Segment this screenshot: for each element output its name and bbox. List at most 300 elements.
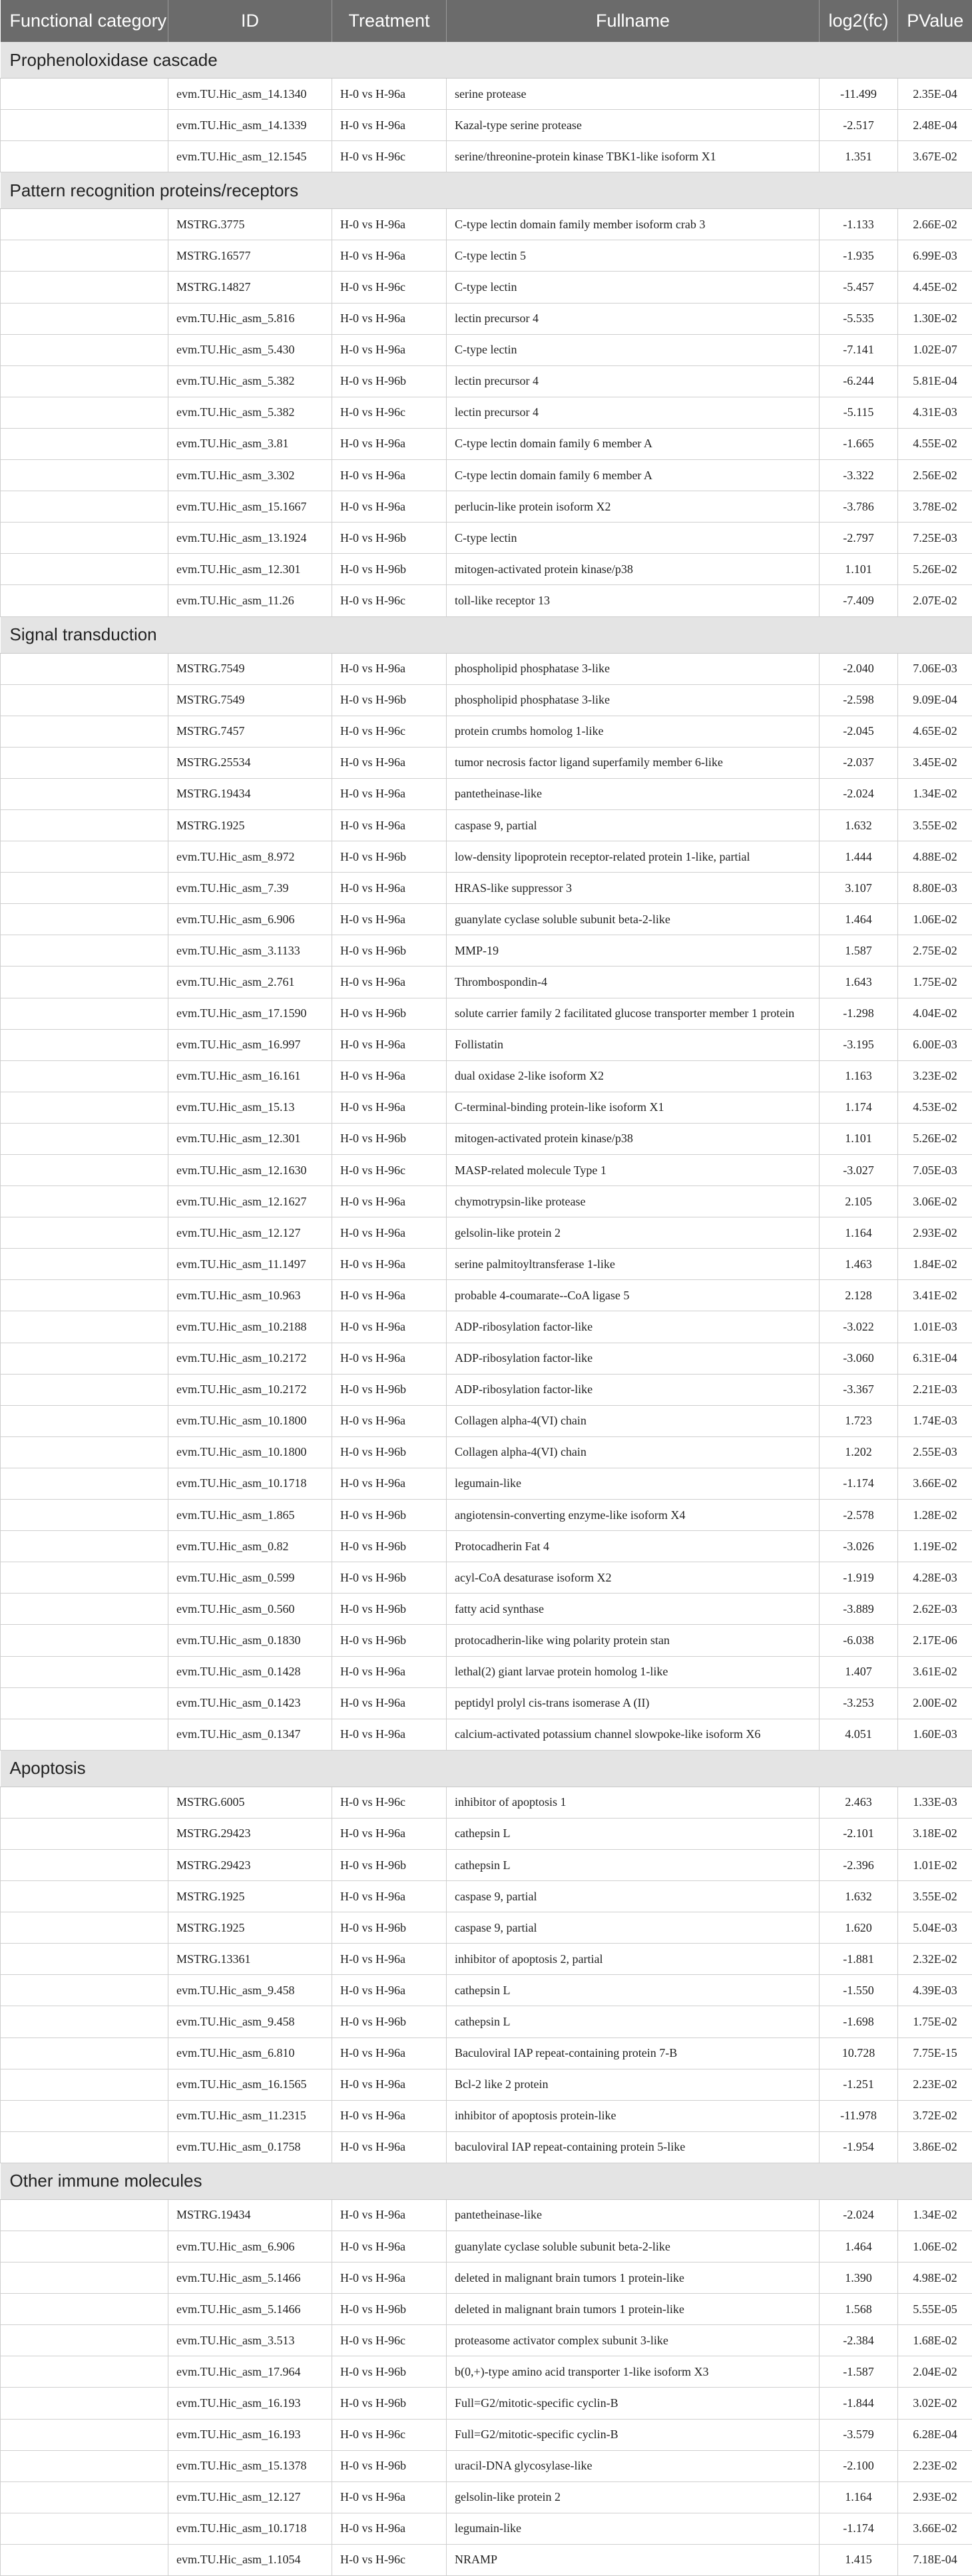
treatment-cell: H-0 vs H-96a: [332, 334, 447, 365]
fullname-cell: ADP-ribosylation factor-like: [447, 1343, 820, 1374]
treatment-cell: H-0 vs H-96c: [332, 272, 447, 303]
table-row: [1, 904, 972, 935]
log2fc-cell: 1.101: [820, 554, 898, 585]
fullname-cell: deleted in malignant brain tumors 1 protein-like: [447, 2262, 820, 2294]
id-cell: evm.TU.Hic_asm_2.761: [168, 966, 332, 998]
log2fc-cell: 10.728: [820, 2038, 898, 2069]
id-cell: evm.TU.Hic_asm_5.430: [168, 334, 332, 365]
category-label: Other immune molecules: [1, 2163, 972, 2199]
fullname-cell: cathepsin L: [447, 1849, 820, 1880]
fullname-cell: gelsolin-like protein 2: [447, 2481, 820, 2513]
log2fc-cell: -6.038: [820, 1625, 898, 1656]
treatment-cell: H-0 vs H-96a: [332, 1186, 447, 1217]
fullname-cell: probable 4-coumarate--CoA ligase 5: [447, 1280, 820, 1311]
fullname-cell: Thrombospondin-4: [447, 966, 820, 998]
id-cell: evm.TU.Hic_asm_5.1466: [168, 2262, 332, 2294]
log2fc-cell: -1.298: [820, 998, 898, 1029]
category-cell: [1, 2262, 168, 2294]
id-cell: evm.TU.Hic_asm_8.972: [168, 841, 332, 873]
fullname-cell: C-type lectin domain family 6 member A: [447, 460, 820, 491]
id-cell: evm.TU.Hic_asm_0.599: [168, 1562, 332, 1594]
id-cell: evm.TU.Hic_asm_0.1347: [168, 1719, 332, 1750]
log2fc-cell: -2.045: [820, 716, 898, 747]
table-row: [1, 1029, 972, 1060]
treatment-cell: H-0 vs H-96b: [332, 1123, 447, 1154]
table-row: [1, 1500, 972, 1531]
id-cell: evm.TU.Hic_asm_10.1718: [168, 2513, 332, 2544]
category-cell: [1, 585, 168, 616]
table-row: [1, 2131, 972, 2163]
table-row: [1, 2325, 972, 2356]
pvalue-cell: 1.75E-02: [898, 2006, 972, 2038]
id-cell: MSTRG.1925: [168, 809, 332, 841]
table-body: [1, 42, 972, 2576]
fullname-cell: phospholipid phosphatase 3-like: [447, 653, 820, 684]
table-row: [1, 272, 972, 303]
id-cell: evm.TU.Hic_asm_16.1565: [168, 2069, 332, 2100]
log2fc-cell: -3.367: [820, 1374, 898, 1405]
id-cell: evm.TU.Hic_asm_14.1340: [168, 79, 332, 110]
id-cell: MSTRG.16577: [168, 240, 332, 272]
table-header: [1, 0, 972, 42]
category-cell: [1, 841, 168, 873]
category-cell: [1, 1249, 168, 1280]
table-row: [1, 585, 972, 616]
treatment-cell: H-0 vs H-96a: [332, 1405, 447, 1436]
id-cell: evm.TU.Hic_asm_0.1428: [168, 1656, 332, 1687]
pvalue-cell: 1.75E-02: [898, 966, 972, 998]
pvalue-cell: 4.65E-02: [898, 716, 972, 747]
category-cell: [1, 1500, 168, 1531]
pvalue-cell: 2.62E-03: [898, 1594, 972, 1625]
treatment-cell: H-0 vs H-96b: [332, 1912, 447, 1944]
log2fc-cell: 1.407: [820, 1656, 898, 1687]
pvalue-cell: 5.55E-05: [898, 2294, 972, 2325]
table-row: [1, 778, 972, 809]
pvalue-cell: 6.99E-03: [898, 240, 972, 272]
fullname-cell: cathepsin L: [447, 1818, 820, 1849]
table-row: [1, 966, 972, 998]
category-cell: [1, 209, 168, 240]
log2fc-cell: -1.251: [820, 2069, 898, 2100]
category-cell: [1, 1656, 168, 1687]
id-cell: evm.TU.Hic_asm_6.906: [168, 904, 332, 935]
log2fc-cell: 1.444: [820, 841, 898, 873]
category-row: [1, 2163, 972, 2199]
table-row: [1, 684, 972, 716]
fullname-cell: C-type lectin domain family member isoform crab 3: [447, 209, 820, 240]
table-row: [1, 1562, 972, 1594]
category-cell: [1, 1405, 168, 1436]
treatment-cell: H-0 vs H-96a: [332, 1944, 447, 1975]
log2fc-cell: -2.040: [820, 653, 898, 684]
fullname-cell: Collagen alpha-4(VI) chain: [447, 1405, 820, 1436]
pvalue-cell: 7.75E-15: [898, 2038, 972, 2069]
category-cell: [1, 1186, 168, 1217]
table-row: [1, 1186, 972, 1217]
table-row: [1, 653, 972, 684]
category-cell: [1, 2294, 168, 2325]
table-row: [1, 2100, 972, 2131]
fullname-cell: C-type lectin: [447, 334, 820, 365]
log2fc-cell: -7.409: [820, 585, 898, 616]
log2fc-cell: 1.163: [820, 1060, 898, 1092]
treatment-cell: H-0 vs H-96c: [332, 397, 447, 428]
category-cell: [1, 2513, 168, 2544]
id-cell: evm.TU.Hic_asm_17.964: [168, 2356, 332, 2388]
pvalue-cell: 4.98E-02: [898, 2262, 972, 2294]
treatment-cell: H-0 vs H-96a: [332, 1975, 447, 2006]
table-row: [1, 2481, 972, 2513]
header-fullname: Fullname: [447, 0, 820, 42]
fullname-cell: uracil-DNA glycosylase-like: [447, 2450, 820, 2481]
id-cell: MSTRG.3775: [168, 209, 332, 240]
log2fc-cell: 1.723: [820, 1405, 898, 1436]
log2fc-cell: 1.464: [820, 2231, 898, 2262]
category-cell: [1, 904, 168, 935]
category-cell: [1, 303, 168, 334]
pvalue-cell: 1.06E-02: [898, 904, 972, 935]
fullname-cell: guanylate cyclase soluble subunit beta-2-like: [447, 904, 820, 935]
id-cell: MSTRG.1925: [168, 1912, 332, 1944]
id-cell: evm.TU.Hic_asm_12.1545: [168, 141, 332, 172]
log2fc-cell: -2.384: [820, 2325, 898, 2356]
category-cell: [1, 1280, 168, 1311]
treatment-cell: H-0 vs H-96a: [332, 1656, 447, 1687]
treatment-cell: H-0 vs H-96a: [332, 303, 447, 334]
category-cell: [1, 1818, 168, 1849]
fullname-cell: lectin precursor 4: [447, 365, 820, 397]
category-cell: [1, 2481, 168, 2513]
table-row: [1, 110, 972, 141]
table-row: [1, 1374, 972, 1405]
id-cell: evm.TU.Hic_asm_3.1133: [168, 935, 332, 966]
pvalue-cell: 7.25E-03: [898, 523, 972, 554]
id-cell: evm.TU.Hic_asm_1.1054: [168, 2544, 332, 2575]
pvalue-cell: 4.28E-03: [898, 1562, 972, 1594]
id-cell: evm.TU.Hic_asm_11.26: [168, 585, 332, 616]
id-cell: evm.TU.Hic_asm_10.1800: [168, 1436, 332, 1468]
log2fc-cell: -2.517: [820, 110, 898, 141]
fullname-cell: pantetheinase-like: [447, 778, 820, 809]
table-row: [1, 2262, 972, 2294]
fullname-cell: ADP-ribosylation factor-like: [447, 1311, 820, 1343]
table-row: [1, 2038, 972, 2069]
treatment-cell: H-0 vs H-96c: [332, 1155, 447, 1186]
table-row: [1, 2069, 972, 2100]
log2fc-cell: 2.105: [820, 1186, 898, 1217]
id-cell: evm.TU.Hic_asm_0.82: [168, 1531, 332, 1562]
fullname-cell: lectin precursor 4: [447, 397, 820, 428]
pvalue-cell: 6.31E-04: [898, 1343, 972, 1374]
table-row: [1, 1217, 972, 1249]
table-row: [1, 397, 972, 428]
fullname-cell: caspase 9, partial: [447, 1912, 820, 1944]
id-cell: evm.TU.Hic_asm_5.382: [168, 397, 332, 428]
treatment-cell: H-0 vs H-96a: [332, 209, 447, 240]
treatment-cell: H-0 vs H-96c: [332, 1787, 447, 1818]
id-cell: MSTRG.1925: [168, 1881, 332, 1912]
header-log2fc: log2(fc): [820, 0, 898, 42]
category-cell: [1, 1787, 168, 1818]
category-cell: [1, 2388, 168, 2419]
pvalue-cell: 6.28E-04: [898, 2419, 972, 2450]
id-cell: evm.TU.Hic_asm_10.2172: [168, 1374, 332, 1405]
fullname-cell: caspase 9, partial: [447, 809, 820, 841]
category-cell: [1, 428, 168, 459]
pvalue-cell: 1.01E-02: [898, 1849, 972, 1880]
id-cell: MSTRG.7549: [168, 684, 332, 716]
log2fc-cell: -1.587: [820, 2356, 898, 2388]
category-cell: [1, 2356, 168, 2388]
treatment-cell: H-0 vs H-96b: [332, 523, 447, 554]
pvalue-cell: 4.31E-03: [898, 397, 972, 428]
pvalue-cell: 6.00E-03: [898, 1029, 972, 1060]
category-cell: [1, 1343, 168, 1374]
category-cell: [1, 1944, 168, 1975]
category-cell: [1, 1029, 168, 1060]
category-cell: [1, 2100, 168, 2131]
id-cell: evm.TU.Hic_asm_10.2188: [168, 1311, 332, 1343]
log2fc-cell: -2.598: [820, 684, 898, 716]
category-cell: [1, 1374, 168, 1405]
fullname-cell: C-type lectin 5: [447, 240, 820, 272]
log2fc-cell: -3.022: [820, 1311, 898, 1343]
log2fc-cell: -1.919: [820, 1562, 898, 1594]
id-cell: evm.TU.Hic_asm_12.1627: [168, 1186, 332, 1217]
treatment-cell: H-0 vs H-96c: [332, 585, 447, 616]
treatment-cell: H-0 vs H-96a: [332, 873, 447, 904]
category-cell: [1, 2544, 168, 2575]
table-row: [1, 460, 972, 491]
table-row: [1, 1625, 972, 1656]
table-row: [1, 209, 972, 240]
fullname-cell: C-type lectin: [447, 523, 820, 554]
fullname-cell: Collagen alpha-4(VI) chain: [447, 1436, 820, 1468]
table-row: [1, 873, 972, 904]
pvalue-cell: 3.23E-02: [898, 1060, 972, 1092]
table-row: [1, 1060, 972, 1092]
fullname-cell: Full=G2/mitotic-specific cyclin-B: [447, 2419, 820, 2450]
pvalue-cell: 2.56E-02: [898, 460, 972, 491]
id-cell: evm.TU.Hic_asm_0.1830: [168, 1625, 332, 1656]
fullname-cell: lectin precursor 4: [447, 303, 820, 334]
id-cell: evm.TU.Hic_asm_12.127: [168, 2481, 332, 2513]
category-cell: [1, 1562, 168, 1594]
treatment-cell: H-0 vs H-96b: [332, 2294, 447, 2325]
log2fc-cell: -3.786: [820, 491, 898, 523]
category-cell: [1, 1468, 168, 1499]
fullname-cell: toll-like receptor 13: [447, 585, 820, 616]
pvalue-cell: 9.09E-04: [898, 684, 972, 716]
treatment-cell: H-0 vs H-96a: [332, 79, 447, 110]
fullname-cell: serine protease: [447, 79, 820, 110]
table-row: [1, 2513, 972, 2544]
id-cell: evm.TU.Hic_asm_12.127: [168, 1217, 332, 1249]
treatment-cell: H-0 vs H-96b: [332, 2006, 447, 2038]
log2fc-cell: 1.568: [820, 2294, 898, 2325]
pvalue-cell: 1.60E-03: [898, 1719, 972, 1750]
table-row: [1, 1687, 972, 1719]
pvalue-cell: 3.45E-02: [898, 747, 972, 778]
treatment-cell: H-0 vs H-96a: [332, 1818, 447, 1849]
treatment-cell: H-0 vs H-96a: [332, 2199, 447, 2231]
table-row: [1, 1092, 972, 1123]
pvalue-cell: 2.21E-03: [898, 1374, 972, 1405]
table-row: [1, 2450, 972, 2481]
pvalue-cell: 2.66E-02: [898, 209, 972, 240]
category-cell: [1, 809, 168, 841]
log2fc-cell: -1.133: [820, 209, 898, 240]
pvalue-cell: 3.66E-02: [898, 2513, 972, 2544]
table-row: [1, 935, 972, 966]
category-cell: [1, 1594, 168, 1625]
category-cell: [1, 1849, 168, 1880]
fullname-cell: C-terminal-binding protein-like isoform X1: [447, 1092, 820, 1123]
treatment-cell: H-0 vs H-96b: [332, 554, 447, 585]
pvalue-cell: 2.55E-03: [898, 1436, 972, 1468]
category-cell: [1, 79, 168, 110]
id-cell: evm.TU.Hic_asm_5.382: [168, 365, 332, 397]
id-cell: evm.TU.Hic_asm_7.39: [168, 873, 332, 904]
log2fc-cell: -11.499: [820, 79, 898, 110]
table-row: [1, 1405, 972, 1436]
category-row: [1, 616, 972, 653]
fullname-cell: Baculoviral IAP repeat-containing protein 7-B: [447, 2038, 820, 2069]
id-cell: evm.TU.Hic_asm_10.1718: [168, 1468, 332, 1499]
id-cell: MSTRG.29423: [168, 1849, 332, 1880]
category-cell: [1, 397, 168, 428]
treatment-cell: H-0 vs H-96b: [332, 1849, 447, 1880]
id-cell: evm.TU.Hic_asm_14.1339: [168, 110, 332, 141]
pvalue-cell: 2.23E-02: [898, 2069, 972, 2100]
fullname-cell: MASP-related molecule Type 1: [447, 1155, 820, 1186]
log2fc-cell: -2.037: [820, 747, 898, 778]
log2fc-cell: 1.164: [820, 1217, 898, 1249]
table-row: [1, 2419, 972, 2450]
treatment-cell: H-0 vs H-96a: [332, 653, 447, 684]
fullname-cell: dual oxidase 2-like isoform X2: [447, 1060, 820, 1092]
table-row: [1, 240, 972, 272]
header-row: [1, 0, 972, 42]
fullname-cell: C-type lectin domain family 6 member A: [447, 428, 820, 459]
category-label: Prophenoloxidase cascade: [1, 42, 972, 79]
treatment-cell: H-0 vs H-96a: [332, 1280, 447, 1311]
category-cell: [1, 240, 168, 272]
fullname-cell: Kazal-type serine protease: [447, 110, 820, 141]
fullname-cell: fatty acid synthase: [447, 1594, 820, 1625]
fullname-cell: C-type lectin: [447, 272, 820, 303]
pvalue-cell: 2.75E-02: [898, 935, 972, 966]
table-row: [1, 2231, 972, 2262]
fullname-cell: mitogen-activated protein kinase/p38: [447, 554, 820, 585]
fullname-cell: calcium-activated potassium channel slowpoke-like isoform X6: [447, 1719, 820, 1750]
category-row: [1, 172, 972, 209]
id-cell: evm.TU.Hic_asm_1.865: [168, 1500, 332, 1531]
category-cell: [1, 2419, 168, 2450]
pvalue-cell: 5.26E-02: [898, 1123, 972, 1154]
pvalue-cell: 4.53E-02: [898, 1092, 972, 1123]
fullname-cell: Bcl-2 like 2 protein: [447, 2069, 820, 2100]
log2fc-cell: 1.390: [820, 2262, 898, 2294]
table-row: [1, 1787, 972, 1818]
pvalue-cell: 1.19E-02: [898, 1531, 972, 1562]
treatment-cell: H-0 vs H-96a: [332, 778, 447, 809]
treatment-cell: H-0 vs H-96a: [332, 1343, 447, 1374]
pvalue-cell: 1.68E-02: [898, 2325, 972, 2356]
category-cell: [1, 873, 168, 904]
treatment-cell: H-0 vs H-96a: [332, 1881, 447, 1912]
category-label: Apoptosis: [1, 1750, 972, 1787]
treatment-cell: H-0 vs H-96a: [332, 2038, 447, 2069]
header-pvalue: PValue: [898, 0, 972, 42]
treatment-cell: H-0 vs H-96b: [332, 935, 447, 966]
treatment-cell: H-0 vs H-96a: [332, 2513, 447, 2544]
table-row: [1, 79, 972, 110]
fullname-cell: caspase 9, partial: [447, 1881, 820, 1912]
treatment-cell: H-0 vs H-96b: [332, 684, 447, 716]
pvalue-cell: 1.06E-02: [898, 2231, 972, 2262]
table-row: [1, 747, 972, 778]
log2fc-cell: 1.101: [820, 1123, 898, 1154]
id-cell: evm.TU.Hic_asm_0.560: [168, 1594, 332, 1625]
log2fc-cell: 1.351: [820, 141, 898, 172]
fullname-cell: MMP-19: [447, 935, 820, 966]
pvalue-cell: 1.01E-03: [898, 1311, 972, 1343]
category-cell: [1, 1625, 168, 1656]
category-cell: [1, 141, 168, 172]
fullname-cell: b(0,+)-type amino acid transporter 1-like isoform X3: [447, 2356, 820, 2388]
treatment-cell: H-0 vs H-96b: [332, 1625, 447, 1656]
category-cell: [1, 1155, 168, 1186]
treatment-cell: H-0 vs H-96a: [332, 110, 447, 141]
log2fc-cell: -5.535: [820, 303, 898, 334]
log2fc-cell: 1.464: [820, 904, 898, 935]
table-row: [1, 303, 972, 334]
category-cell: [1, 460, 168, 491]
pvalue-cell: 3.41E-02: [898, 1280, 972, 1311]
treatment-cell: H-0 vs H-96b: [332, 1562, 447, 1594]
treatment-cell: H-0 vs H-96a: [332, 1687, 447, 1719]
table-row: [1, 998, 972, 1029]
treatment-cell: H-0 vs H-96b: [332, 1436, 447, 1468]
treatment-cell: H-0 vs H-96c: [332, 2325, 447, 2356]
fullname-cell: lethal(2) giant larvae protein homolog 1-like: [447, 1656, 820, 1687]
treatment-cell: H-0 vs H-96a: [332, 1311, 447, 1343]
fullname-cell: legumain-like: [447, 1468, 820, 1499]
category-cell: [1, 2231, 168, 2262]
log2fc-cell: -2.024: [820, 2199, 898, 2231]
treatment-cell: H-0 vs H-96a: [332, 1029, 447, 1060]
table-row: [1, 1719, 972, 1750]
table-row: [1, 334, 972, 365]
category-cell: [1, 2131, 168, 2163]
fullname-cell: gelsolin-like protein 2: [447, 1217, 820, 1249]
table-row: [1, 2356, 972, 2388]
pvalue-cell: 7.18E-04: [898, 2544, 972, 2575]
fullname-cell: phospholipid phosphatase 3-like: [447, 684, 820, 716]
fullname-cell: protocadherin-like wing polarity protein stan: [447, 1625, 820, 1656]
fullname-cell: HRAS-like suppressor 3: [447, 873, 820, 904]
pvalue-cell: 1.84E-02: [898, 1249, 972, 1280]
id-cell: MSTRG.7457: [168, 716, 332, 747]
table-row: [1, 2006, 972, 2038]
log2fc-cell: -1.881: [820, 1944, 898, 1975]
treatment-cell: H-0 vs H-96b: [332, 2388, 447, 2419]
category-cell: [1, 966, 168, 998]
id-cell: evm.TU.Hic_asm_3.513: [168, 2325, 332, 2356]
log2fc-cell: 1.164: [820, 2481, 898, 2513]
